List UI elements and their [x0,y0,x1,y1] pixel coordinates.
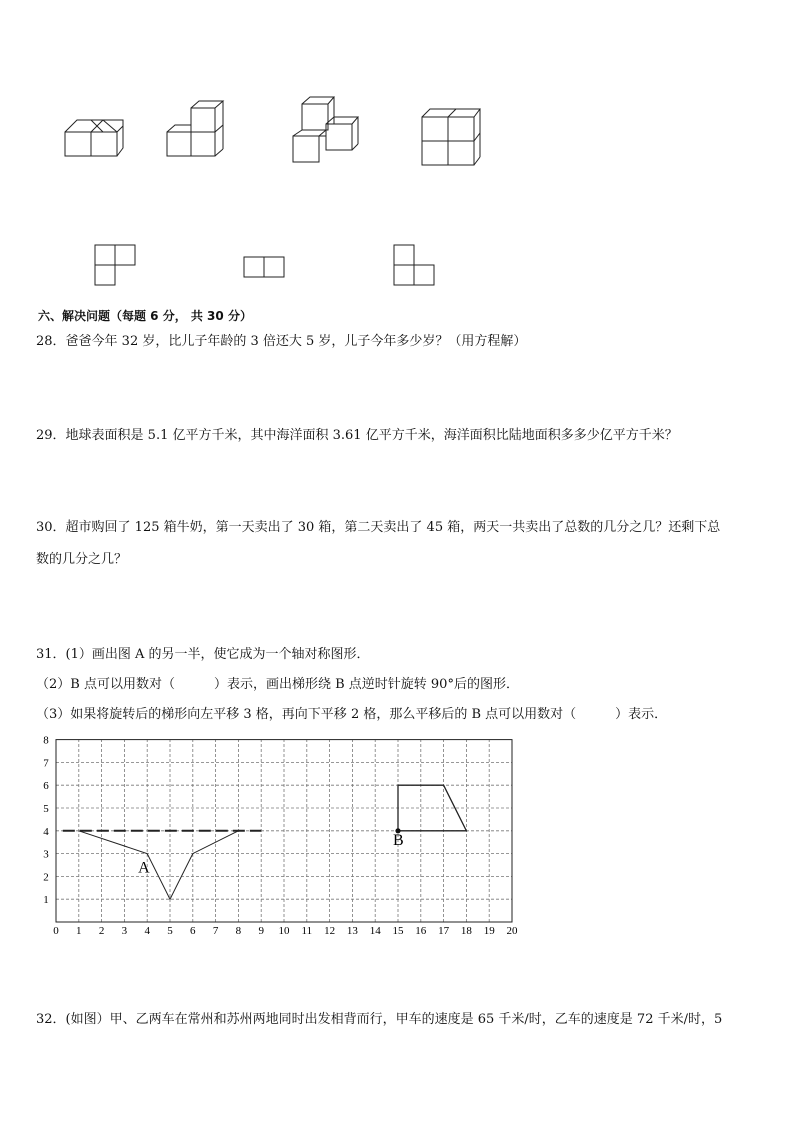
x-tick-label: 17 [438,925,450,937]
cube-figure-4 [418,105,484,169]
x-tick-label: 7 [212,925,219,937]
question-32: 32．(如图）甲、乙两车在常州和苏州两地同时出发相背而行，甲车的速度是 65 千米/时，乙车的速度是 72 千米/时，5 [36,1012,723,1027]
x-tick-label: 0 [53,925,59,937]
x-tick-label: 12 [324,925,336,937]
cube-figure-2 [163,98,229,162]
question-31-line-2: （2）B 点可以用数对（ ）表示，画出梯形绕 B 点逆时针旋转 90°后的图形． [36,677,519,692]
question-29: 29．地球表面积是 5.1 亿平方千米，其中海洋面积 3.61 亿平方千米，海洋面积比陆地面积多多少亿平方千米？ [36,428,678,443]
y-tick-label: 8 [43,734,49,747]
view-shape-2 [243,256,287,280]
section-title: 六、解决问题（每题 6 分， 共 30 分） [38,309,252,323]
y-tick-label: 3 [43,848,49,861]
x-tick-label: 2 [98,925,105,937]
y-tick-label: 4 [43,825,49,838]
x-tick-label: 18 [460,925,472,937]
x-tick-label: 1 [76,925,82,937]
x-tick-label: 11 [301,925,313,937]
coordinate-grid [28,726,528,941]
cube-figure-1 [60,110,130,162]
label-b: B [393,831,404,849]
grid-shapes [63,785,467,899]
question-30-line-2: 数的几分之几？ [36,552,128,567]
view-shape-1 [94,244,138,288]
question-30-line-1: 30．超市购回了 125 箱牛奶，第一天卖出了 30 箱，第二天卖出了 45 箱，两天一共卖出了总数的几分之几？还剩下总 [36,520,721,535]
cube-figure-3 [290,94,362,164]
x-tick-label: 9 [258,925,264,937]
x-tick-label: 3 [121,925,128,937]
y-tick-label: 5 [43,803,49,815]
grid-labels [43,735,518,937]
question-31-line-3: （3）如果将旋转后的梯形向左平移 3 格，再向下平移 2 格，那么平移后的 B 点可以用数对（ ）表示． [36,707,668,722]
x-tick-label: 8 [235,925,242,937]
x-tick-label: 16 [415,925,427,937]
x-tick-label: 15 [392,925,404,937]
view-shape-3 [393,244,437,288]
x-tick-label: 19 [483,925,495,937]
y-tick-label: 2 [43,871,49,884]
y-tick-label: 6 [43,780,49,793]
x-tick-label: 13 [346,925,358,937]
x-tick-label: 14 [369,925,381,937]
question-28: 28．爸爸今年 32 岁，比儿子年龄的 3 倍还大 5 岁，儿子今年多少岁？（用方程解） [36,334,527,349]
x-tick-label: 10 [278,925,290,937]
figure-a-shape [79,831,239,899]
x-tick-label: 6 [190,925,196,937]
label-a: A [138,859,150,877]
x-tick-label: 20 [506,925,518,937]
x-tick-label: 5 [167,925,173,937]
y-tick-label: 7 [43,757,49,770]
question-31-line-1: 31．(1）画出图 A 的另一半，使它成为一个轴对称图形． [36,647,370,662]
x-tick-label: 4 [144,925,150,937]
y-tick-label: 1 [43,894,49,907]
